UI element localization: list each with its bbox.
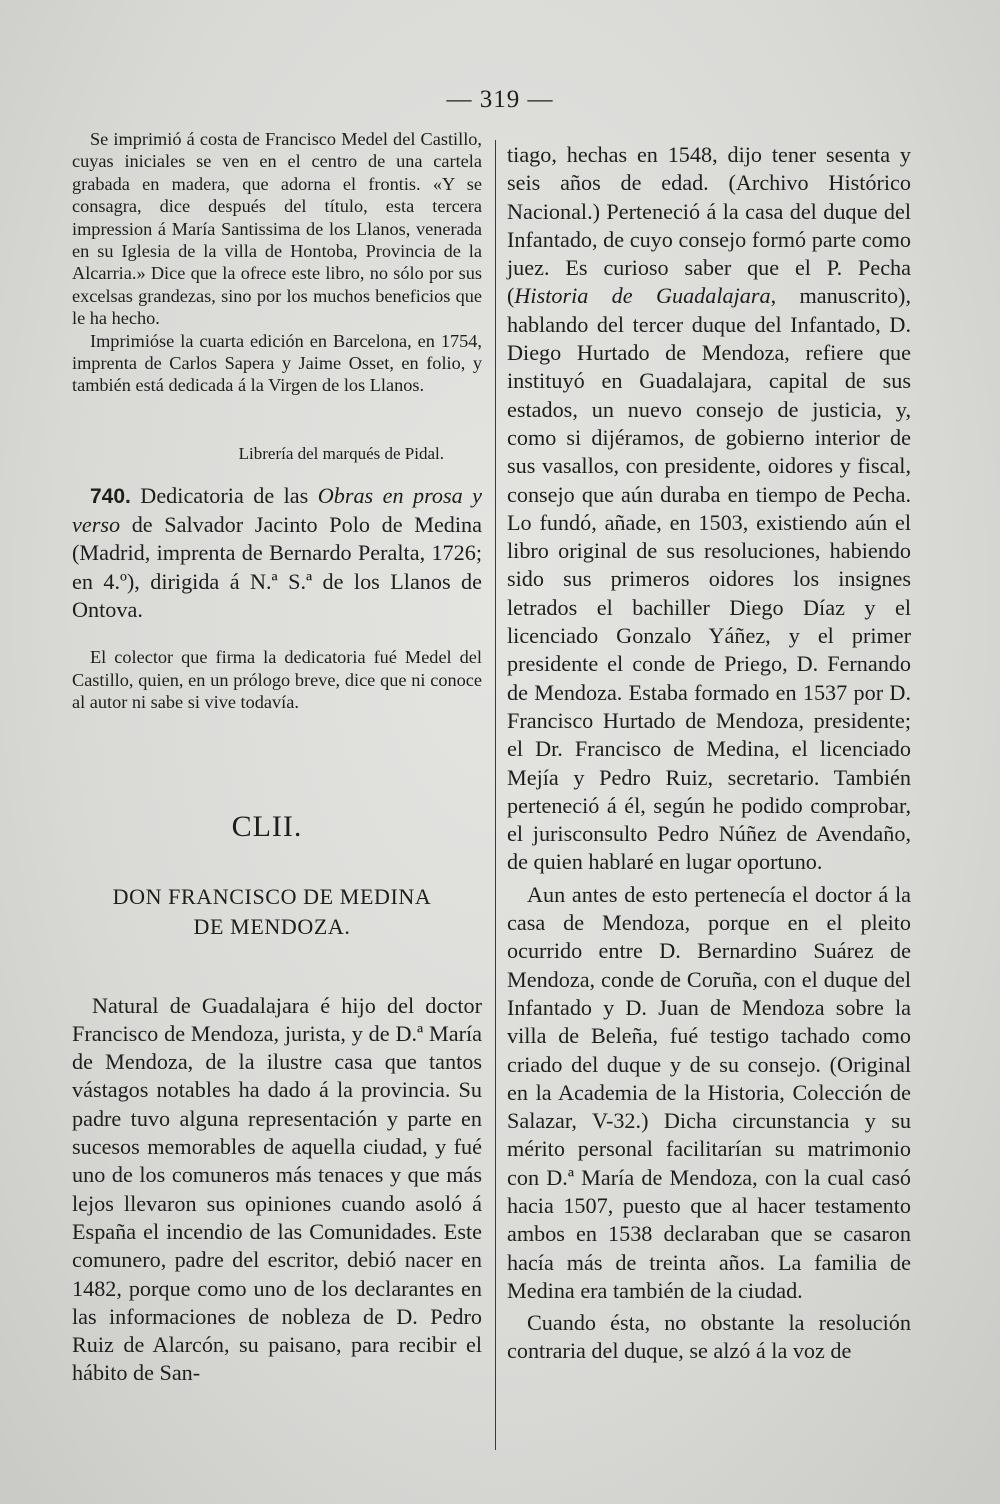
left-column <box>72 128 482 1388</box>
catalog-entry <box>72 482 482 624</box>
chapter-number: CLII. <box>231 809 303 843</box>
biography-paragraph: Natural de Guadalajara é hijo del doctor Francisco de Mendoza, jurista, y de D.ª María de Mendoza, de la ilustre casa que tantos vástagos notables ha dado á la provincia. Su padre tuvo alguna representación y parte en sucesos memorables de aquella ciudad, y fué uno de los comuneros más tenaces y que más lejos llevaron sus opiniones cuando asoló á España el incendio de las Comunidades. Este comunero, padre del escritor, debió nacer en 1482, porque como uno de los declarantes en las informaciones de nobleza de D. Pedro Ruiz de Alarcón, su paisano, para recibir el hábito de San- <box>72 992 482 1386</box>
body-text: , manuscrito), hablando del tercer duque del Infantado, D. Diego Hurtado de Mendoza, refiere que instituyó en Guadalajara, capital de sus estados, un nuevo consejo de justicia, y, como si dijéramos, de gobierno interior de sus vasallos, con presidente, oidores y fiscal, consejo que aún duraba en tiempo de Pecha. Lo fundó, añade, en 1503, existiendo aún el libro original de sus resoluciones, habiendo sido sus primeros oidores los insignes letrados el bachiller Diego Díaz y el licenciado Gonzalo Yáñez, y el primer presidente el conde de Priego, D. Fernando de Mendoza. Estaba formado en 1537 por D. Francisco Hurtado de Mendoza, presidente; el Dr. Francisco de Medina, el licenciado Mejía y Pedro Ruiz, secretario. También perteneció á él, según he podido comprobar, el jurisconsulto Pedro Núñez de Avendaño, de quien hablaré en lugar oportuno. <box>507 283 911 875</box>
heading-line: DE MENDOZA. <box>193 913 351 939</box>
chapter-heading <box>72 882 482 942</box>
entry-title: Obras en prosa y verso <box>72 482 483 538</box>
bibliographic-paragraph: Imprimióse la cuarta edición en Barcelona, en 1754, imprenta de Carlos Sapera y Jaime Osset, en folio, y también está dedicada á la Virgen de los Llanos. <box>72 330 482 396</box>
entry-number: 740. <box>90 484 131 508</box>
heading-line: DON FRANCISCO DE MEDINA <box>112 883 432 909</box>
entry-note: El colector que firma la dedicatoria fué Medel del Castillo, quien, en un prólogo breve, dice que ni conoce al autor ni sabe si vive todavía. <box>72 647 482 713</box>
right-column <box>507 141 911 1366</box>
biography-paragraph: Aun antes de esto pertenecía el doctor á la casa de Mendoza, porque en el pleito ocurrido entre D. Bernardino Suárez de Mendoza, conde de Coruña, con el duque del Infantado y D. Juan de Mendoza sobre la villa de Beleña, fué testigo tachado como criado del duque y de su consejo. (Original en la Academia de la Historia, Colección de Salazar, V-32.) Dicha circunstancia y su mérito personal facilitarían su matrimonio con D.ª María de Mendoza, con la cual casó hacia 1507, puesto que al hacer testamento ambos en 1538 declaraban que se casaron hacía más de treinta años. La familia de Medina era también de la ciudad. <box>507 881 911 1303</box>
body-text: tiago, hechas en 1548, dijo tener sesenta y seis años de edad. (Archivo Histórico Nacional.) Perteneció á la casa del duque del Infantado, de cuyo consejo formó parte como juez. Es curioso saber que el P. Pecha ( <box>507 142 911 309</box>
column-divider <box>495 140 496 1450</box>
biography-paragraph: Cuando ésta, no obstante la resolución contraria del duque, se alzó á la voz de <box>507 1310 911 1364</box>
cited-title: Historia de Guadalajara <box>514 283 771 309</box>
entry-text: Dedicatoria de las <box>130 482 318 508</box>
page-number: — 319 — <box>446 86 554 113</box>
entry-text: de Salvador Jacinto Polo de Medina (Madrid, imprenta de Bernardo Peralta, 1726; en 4.º), dirigida á N.ª S.ª de los Llanos de Ontova. <box>72 512 482 623</box>
library-credit: Librería del marqués de Pidal. <box>238 443 444 463</box>
biography-paragraph <box>507 141 911 877</box>
bibliographic-paragraph: Se imprimió á costa de Francisco Medel del Castillo, cuyas iniciales se ven en el centro de una cartela grabada en madera, que adorna el frontis. «Y se consagra, dice después del título, esta tercera impression á María Santissima de los Llanos, venerada en su Iglesia de la villa de Hontoba, Provincia de la Alcarria.» Dice que la ofrece este libro, no sólo por sus excelsas grandezas, sino por los muchos beneficios que le ha hecho. <box>72 129 482 329</box>
